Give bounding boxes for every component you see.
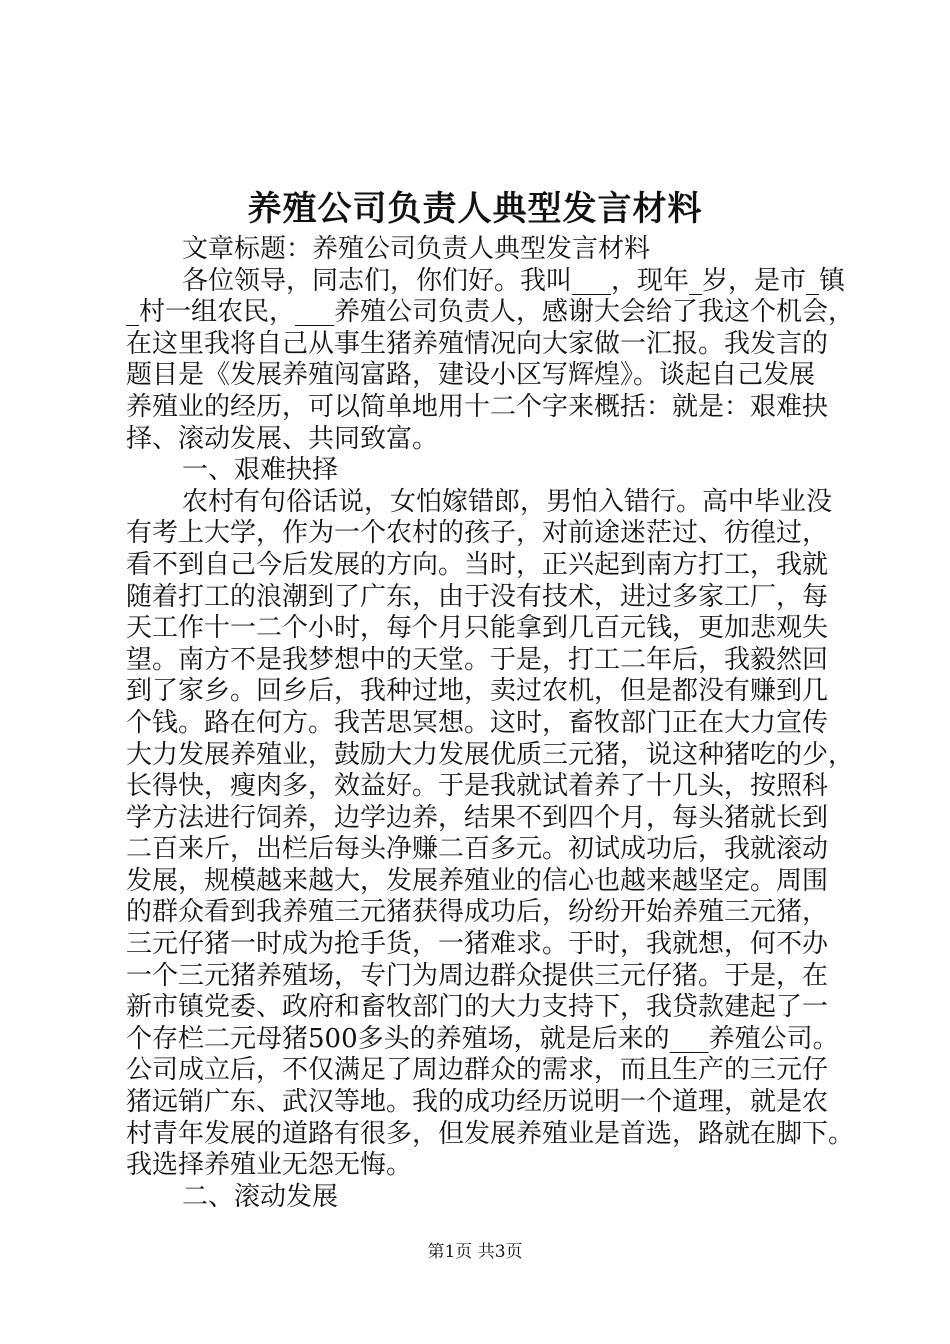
paragraph-line: 大力发展养殖业，鼓励大力发展优质三元猪，说这种猪吃的少，: [126, 739, 855, 770]
paragraph-line: 看不到自己今后发展的方向。当时，正兴起到南方打工，我就: [126, 549, 829, 580]
section-heading: 二、滚动发展: [182, 1181, 339, 1212]
article-title-line: 文章标题：养殖公司负责人典型发言材料: [182, 234, 651, 264]
paragraph-line: 公司成立后，不仅满足了周边群众的需求，而且生产的三元仔: [126, 1055, 829, 1086]
document-title: 养殖公司负责人典型发言材料: [247, 189, 703, 229]
paragraph-line: 望。南方不是我梦想中的天堂。于是，打工二年后，我毅然回: [126, 644, 829, 675]
paragraph-line: 长得快，瘦肉多，效益好。于是我就试着养了十几头，按照科: [126, 771, 829, 802]
paragraph-line: 题目是《发展养殖闯富路，建设小区写辉煌》。谈起自己发展: [126, 360, 816, 391]
paragraph-line: 二百来斤，出栏后每头净赚二百多元。初试成功后，我就滚动: [126, 834, 829, 865]
paragraph-line: 择、滚动发展、共同致富。: [126, 423, 439, 454]
section-heading: 一、艰难抉择: [182, 455, 339, 486]
paragraph-line: 的群众看到我养殖三元猪获得成功后，纷纷开始养殖三元猪，: [126, 897, 829, 928]
paragraph-line: 个钱。路在何方。我苦思冥想。这时，畜牧部门正在大力宣传: [126, 707, 829, 738]
paragraph-line: 我选择养殖业无怨无悔。: [126, 1150, 413, 1181]
page-number: 第1页 共3页: [427, 1242, 523, 1262]
paragraph-line: 各位领导，同志们，你们好。我叫___，现年_岁，是市_镇: [182, 265, 846, 296]
paragraph-line: 天工作十一二个小时，每个月只能拿到几百元钱，更加悲观失: [126, 613, 829, 644]
paragraph-line: 个存栏二元母猪500多头的养殖场，就是后来的___养殖公司。: [126, 1023, 839, 1054]
paragraph-line: 有考上大学，作为一个农村的孩子，对前途迷茫过、彷徨过，: [126, 518, 829, 549]
paragraph-line: 三元仔猪一时成为抢手货，一猪难求。于时，我就想，何不办: [126, 929, 829, 960]
paragraph-line: 农村有句俗话说，女怕嫁错郎，男怕入错行。高中毕业没: [182, 486, 833, 517]
paragraph-line: 一个三元猪养殖场，专门为周边群众提供三元仔猪。于是，在: [126, 960, 829, 991]
paragraph-line: 在这里我将自己从事生猪养殖情况向大家做一汇报。我发言的: [126, 328, 829, 359]
paragraph-line: 学方法进行饲养，边学边养，结果不到四个月，每头猪就长到: [126, 802, 829, 833]
paragraph-line: 养殖业的经历，可以简单地用十二个字来概括：就是：艰难抉: [126, 391, 829, 422]
paragraph-line: 发展，规模越来越大，发展养殖业的信心也越来越坚定。周围: [126, 865, 829, 896]
paragraph-line: 村青年发展的道路有很多，但发展养殖业是首选，路就在脚下。: [126, 1118, 855, 1149]
document-body: [126, 234, 862, 1213]
paragraph-line: 随着打工的浪潮到了广东，由于没有技术，进过多家工厂，每: [126, 581, 829, 612]
paragraph-line: 新市镇党委、政府和畜牧部门的大力支持下，我贷款建起了一: [126, 992, 829, 1023]
paragraph-line: 猪远销广东、武汉等地。我的成功经历说明一个道理，就是农: [126, 1087, 829, 1118]
paragraph-line: 到了家乡。回乡后，我种过地，卖过农机，但是都没有赚到几: [126, 676, 829, 707]
paragraph-line: _村一组农民，___养殖公司负责人，感谢大会给了我这个机会，: [126, 297, 855, 328]
